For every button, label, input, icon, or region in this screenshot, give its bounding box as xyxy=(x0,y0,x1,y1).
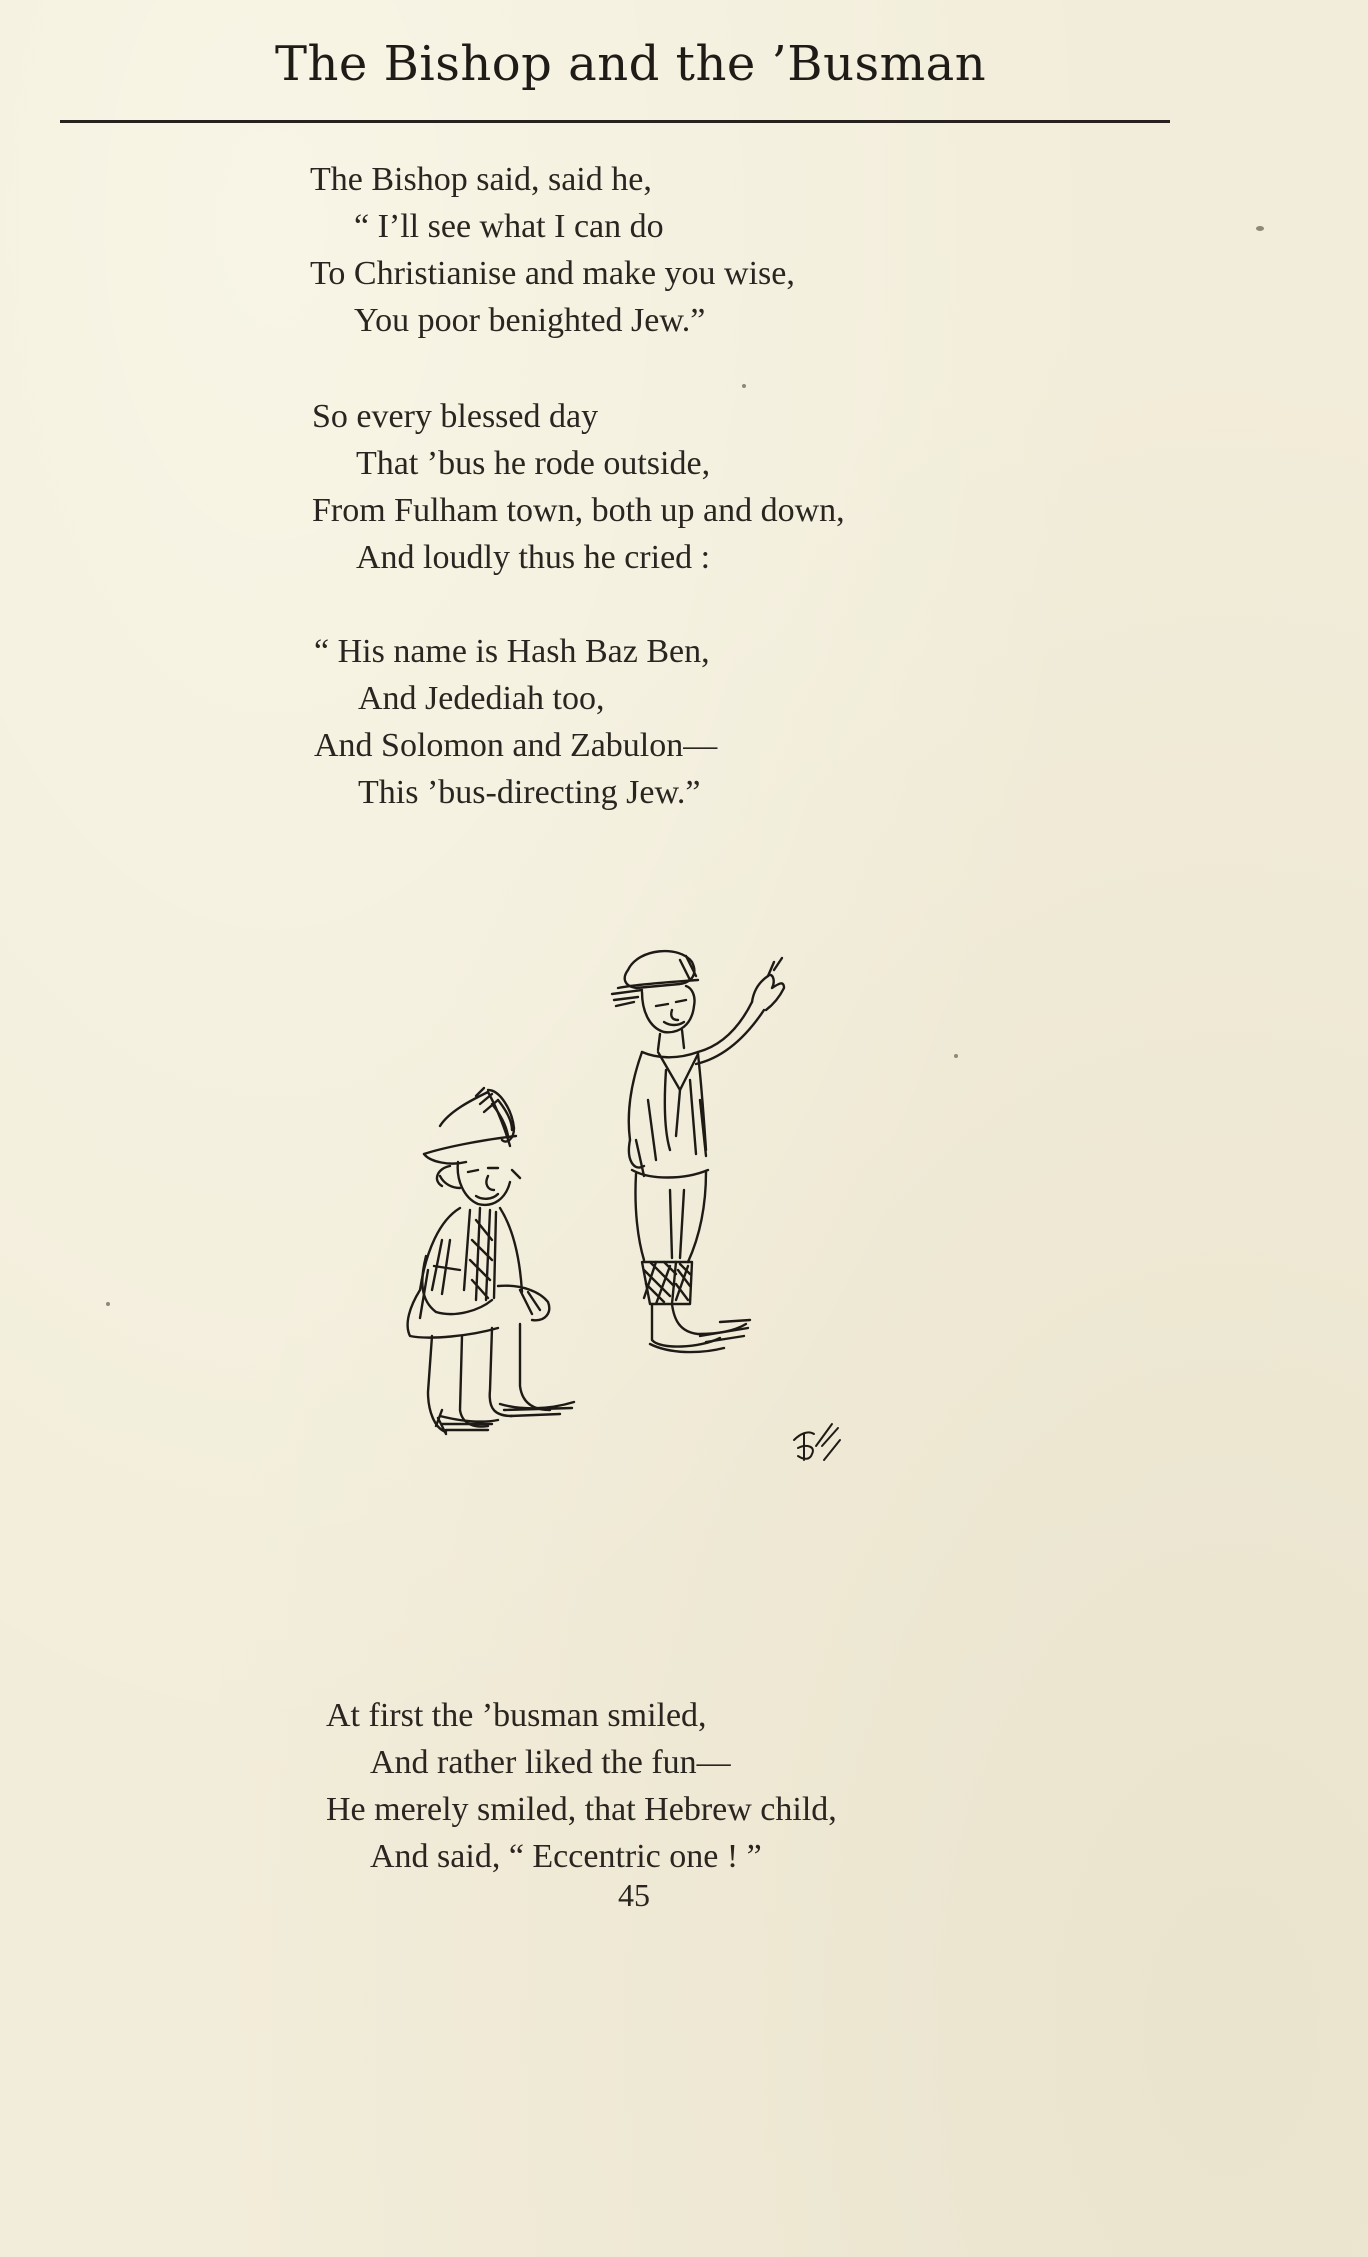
stanza-line: At first the ’busman smiled, xyxy=(326,1697,707,1734)
seated-figure xyxy=(408,1088,574,1434)
stanza-line: And Solomon and Zabulon— xyxy=(314,727,718,764)
stanza-line: And loudly thus he cried : xyxy=(356,539,711,576)
stanza-line: “ His name is Hash Baz Ben, xyxy=(314,633,710,670)
paper-speck xyxy=(106,1302,110,1306)
artist-monogram xyxy=(794,1424,840,1460)
stanza-line: To Christianise and make you wise, xyxy=(310,255,795,292)
stanza-line: “ I’ll see what I can do xyxy=(354,208,664,245)
stanza-line: And said, “ Eccentric one ! ” xyxy=(370,1838,762,1875)
header-rule xyxy=(60,120,1170,123)
standing-figure xyxy=(612,951,784,1352)
stanza-line: The Bishop said, said he, xyxy=(310,161,652,198)
paper-speck xyxy=(1256,226,1264,231)
stanza-4 xyxy=(326,1692,837,1880)
stanza-3 xyxy=(314,628,717,816)
paper-speck xyxy=(742,384,746,388)
paper-speck xyxy=(954,1054,958,1058)
stanza-line: You poor benighted Jew.” xyxy=(354,302,706,339)
stanza-2 xyxy=(312,393,845,581)
illustration-two-figures-icon xyxy=(380,940,880,1580)
stanza-line: And Jedediah too, xyxy=(358,680,605,717)
stanza-line: He merely smiled, that Hebrew child, xyxy=(326,1791,837,1828)
stanza-line: And rather liked the fun— xyxy=(370,1744,731,1781)
page-number: 45 xyxy=(618,1877,650,1913)
stanza-line: So every blessed day xyxy=(312,398,599,435)
running-head: The Bishop and the ’Busman xyxy=(275,36,987,92)
stanza-line: From Fulham town, both up and down, xyxy=(312,492,845,529)
stanza-line: This ’bus-directing Jew.” xyxy=(358,774,701,811)
stanza-line: That ’bus he rode outside, xyxy=(356,445,711,482)
stanza-1 xyxy=(310,156,795,344)
